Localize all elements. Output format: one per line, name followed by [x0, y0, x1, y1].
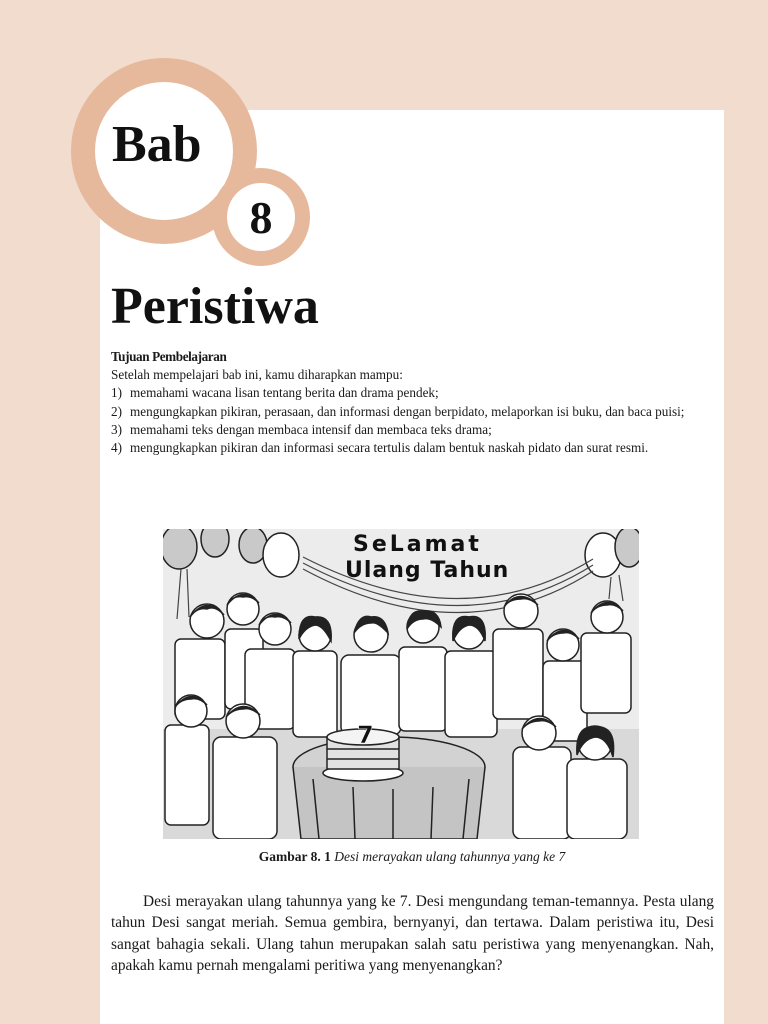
learning-goals-intro: Setelah mempelajari bab ini, kamu diharapkan mampu: [111, 367, 403, 383]
learning-goal-number: 4) [111, 440, 122, 456]
learning-goal-item [111, 421, 714, 439]
learning-goals-heading: Tujuan Pembelajaran [111, 349, 227, 364]
learning-goal-number: 3) [111, 421, 122, 437]
cake-candle-number: 7 [357, 721, 374, 749]
learning-goals-list [111, 384, 714, 457]
learning-goals [111, 348, 714, 457]
banner-text-line2: Ulang Tahun [345, 558, 510, 583]
figure-caption-text: Desi merayakan ulang tahunnya yang ke 7 [334, 849, 566, 864]
figure-caption [100, 848, 724, 866]
learning-goal-text: memahami teks dengan membaca intensif dan membaca teks drama; [130, 421, 492, 437]
learning-goal-text: mengungkapkan pikiran, perasaan, dan informasi dengan berpidato, melaporkan isi buku, dan baca puisi; [130, 403, 685, 419]
figure-caption-label: Gambar 8. 1 [258, 849, 331, 864]
learning-goal-text: memahami wacana lisan tentang berita dan drama pendek; [130, 385, 439, 401]
learning-goal-number: 1) [111, 385, 122, 401]
learning-goal-item [111, 439, 714, 457]
chapter-label: Bab [112, 116, 202, 173]
learning-goal-item [111, 384, 714, 402]
learning-goal-text: mengungkapkan pikiran dan informasi secara tertulis dalam bentuk naskah pidato dan surat resmi. [130, 440, 649, 456]
learning-goal-number: 2) [111, 403, 122, 419]
body-paragraph: Desi merayakan ulang tahunnya yang ke 7. Desi mengundang teman-temannya. Pesta ulang tahun Desi sangat meriah. Semua gembira, bernyanyi, dan tertawa. Dalam peristiwa itu, Desi sangat bahagia sekali. Ulang tahun merupakan salah satu peristiwa yang menyenangkan. Nah, apakah kamu pernah mengalami peritiwa yang menyenangkan? [111, 893, 714, 975]
chapter-number: 8 [249, 192, 273, 243]
banner-text-line1: SeLamat [353, 532, 482, 557]
learning-goal-item [111, 403, 714, 421]
birthday-illustration [163, 529, 639, 839]
chapter-title: Peristiwa [111, 278, 319, 335]
